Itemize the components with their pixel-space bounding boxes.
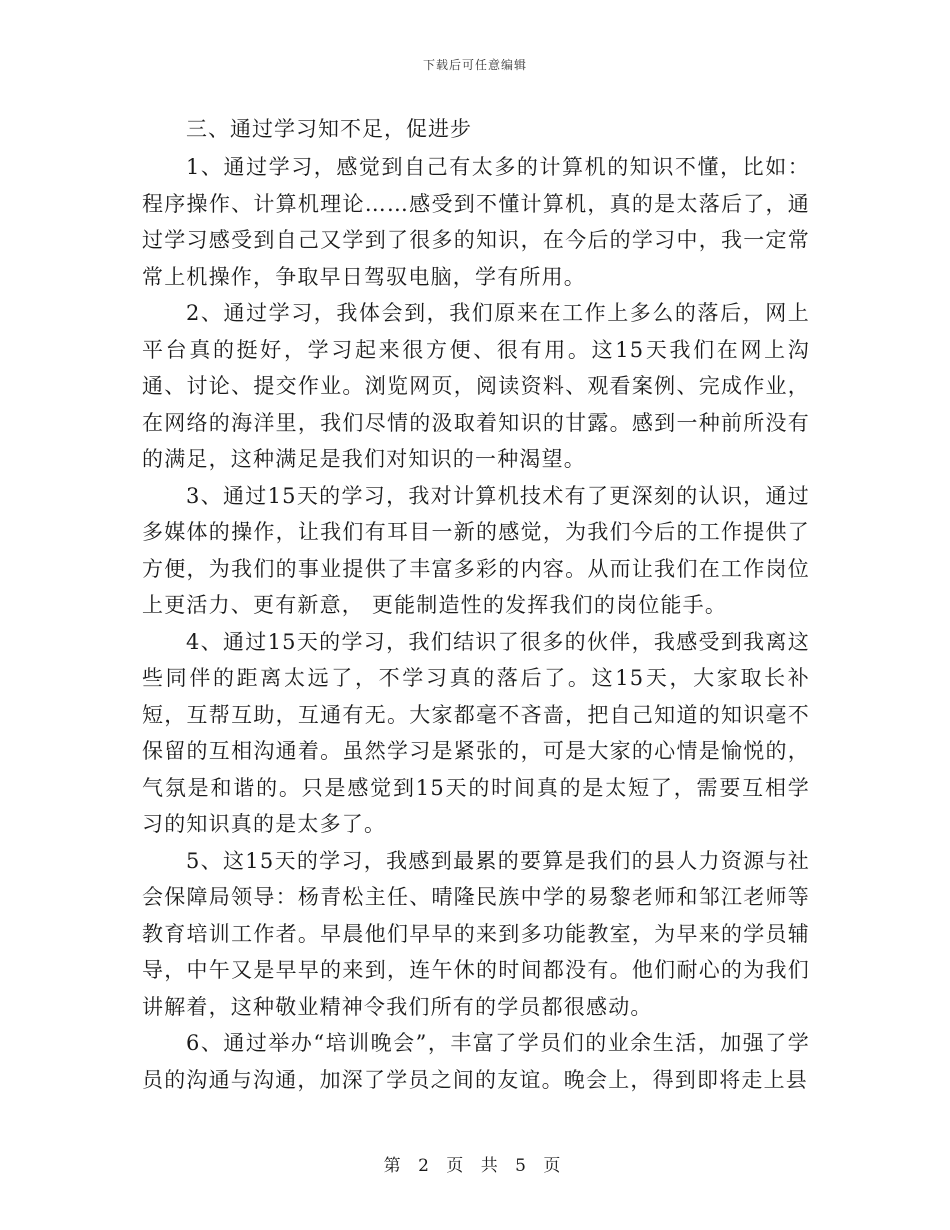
page-header-note: 下载后可任意编辑: [422, 58, 527, 72]
paragraph-6: 6、通过举办“培训晚会”，丰富了学员们的业余生活，加强了学员的沟通与沟通，加深了学员之间的友谊。晚会上，得到即将走上县: [142, 1031, 810, 1092]
paragraph-1: 1、通过学习，感觉到自己有太多的计算机的知识不懂，比如：程序操作、计算机理论……感受到不懂计算机，真的是太落后了，通过学习感受到自己又学到了很多的知识，在今后的学习中，我一定常常上机操作，争取早日驾驭电脑，学有所用。: [142, 155, 810, 289]
section-heading: 三、通过学习知不足，促进步: [186, 117, 472, 141]
paragraph-5: 5、这15天的学习，我感到最累的要算是我们的县人力资源与社会保障局领导：杨青松主任、晴隆民族中学的易黎老师和邹江老师等教育培训工作者。早晨他们早早的来到多功能教室，为早来的学员辅导，中午又是早早的来到，连午休的时间都没有。他们耐心的为我们讲解着，这种敬业精神令我们所有的学员都很感动。: [142, 848, 810, 1019]
document-body: [142, 114, 810, 1098]
page-number-footer: 第 2 页 共 5 页: [383, 1156, 567, 1176]
paragraph-3: 3、通过15天的学习，我对计算机技术有了更深刻的认识，通过多媒体的操作，让我们有耳目一新的感觉，为我们今后的工作提供了方便，为我们的事业提供了丰富多彩的内容。从而让我们在工作岗位上更活力、更有新意， 更能制造性的发挥我们的岗位能手。: [142, 483, 810, 617]
paragraph-4: 4、通过15天的学习，我们结识了很多的伙伴，我感受到我离这些同伴的距离太远了，不学习真的落后了。这15天，大家取长补短，互帮互助，互通有无。大家都毫不吝啬，把自己知道的知识毫不保留的互相沟通着。虽然学习是紧张的，可是大家的心情是愉悦的，气氛是和谐的。只是感觉到15天的时间真的是太短了，需要互相学习的知识真的是太多了。: [142, 629, 810, 836]
paragraph-2: 2、通过学习，我体会到，我们原来在工作上多么的落后，网上平台真的挺好，学习起来很方便、很有用。这15天我们在网上沟通、讨论、提交作业。浏览网页，阅读资料、观看案例、完成作业，在网络的海洋里，我们尽情的汲取着知识的甘露。感到一种前所没有的满足，这种满足是我们对知识的一种渴望。: [142, 301, 810, 471]
